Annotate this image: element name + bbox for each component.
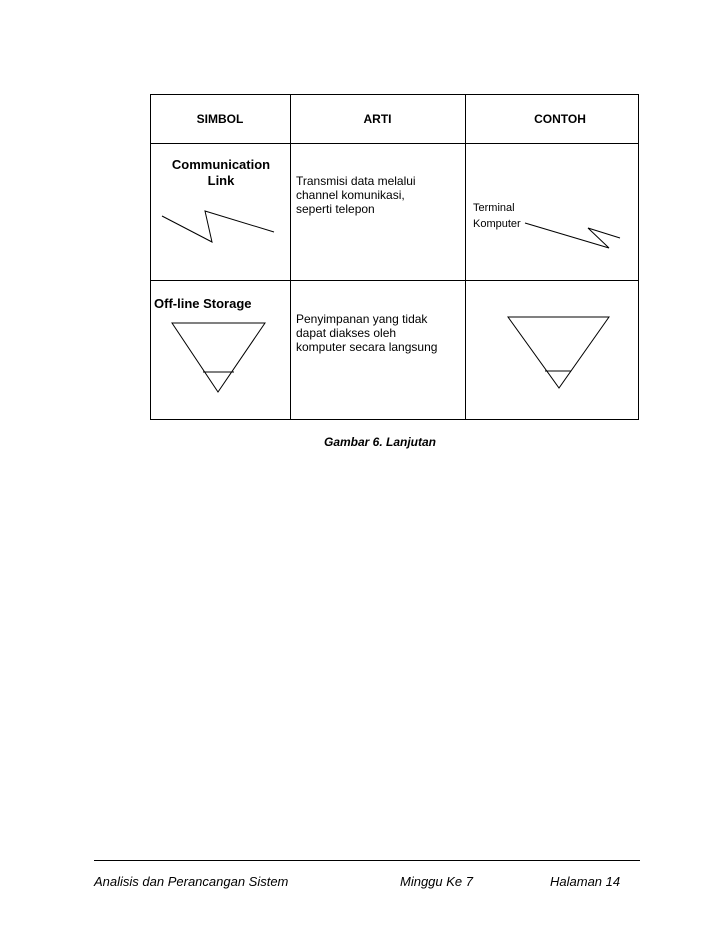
example-lightning-link-icon (520, 216, 640, 256)
meaning-line: channel komunikasi, (296, 188, 405, 202)
header-meaning: ARTI (363, 112, 392, 126)
footer-divider (94, 860, 640, 861)
symbol-name-line: Off-line Storage (154, 296, 252, 311)
meaning-line: seperti telepon (296, 202, 375, 216)
meaning-line: komputer secara langsung (296, 340, 438, 354)
meaning-communication-link (296, 174, 459, 216)
table-border-top (150, 94, 639, 95)
symbol-name-line: Communication (171, 157, 271, 172)
example-inverted-triangle-storage-icon (466, 290, 639, 400)
header-example: CONTOH (534, 112, 586, 126)
symbol-name-communication-link (158, 157, 284, 189)
meaning-line: Penyimpanan yang tidak (296, 312, 428, 326)
meaning-line: dapat diakses oleh (296, 326, 397, 340)
meaning-offline-storage (296, 312, 459, 354)
table-row-divider-2 (150, 280, 639, 281)
table-row-divider-1 (150, 143, 639, 144)
footer-page-number: Halaman 14 (550, 874, 621, 889)
figure-caption: Gambar 6. Lanjutan (323, 435, 437, 449)
meaning-line: Transmisi data melalui (296, 174, 416, 188)
inverted-triangle-storage-icon (150, 290, 290, 400)
lightning-link-icon (150, 200, 290, 260)
example-label-terminal: Terminal (473, 202, 515, 214)
header-symbol: SIMBOL (196, 112, 244, 126)
table-border-bottom (150, 419, 639, 420)
footer-week: Minggu Ke 7 (400, 874, 473, 889)
example-label-komputer: Komputer (473, 218, 521, 230)
symbol-name-line: Link (207, 173, 235, 188)
footer-course-title: Analisis dan Perancangan Sistem (94, 874, 289, 889)
